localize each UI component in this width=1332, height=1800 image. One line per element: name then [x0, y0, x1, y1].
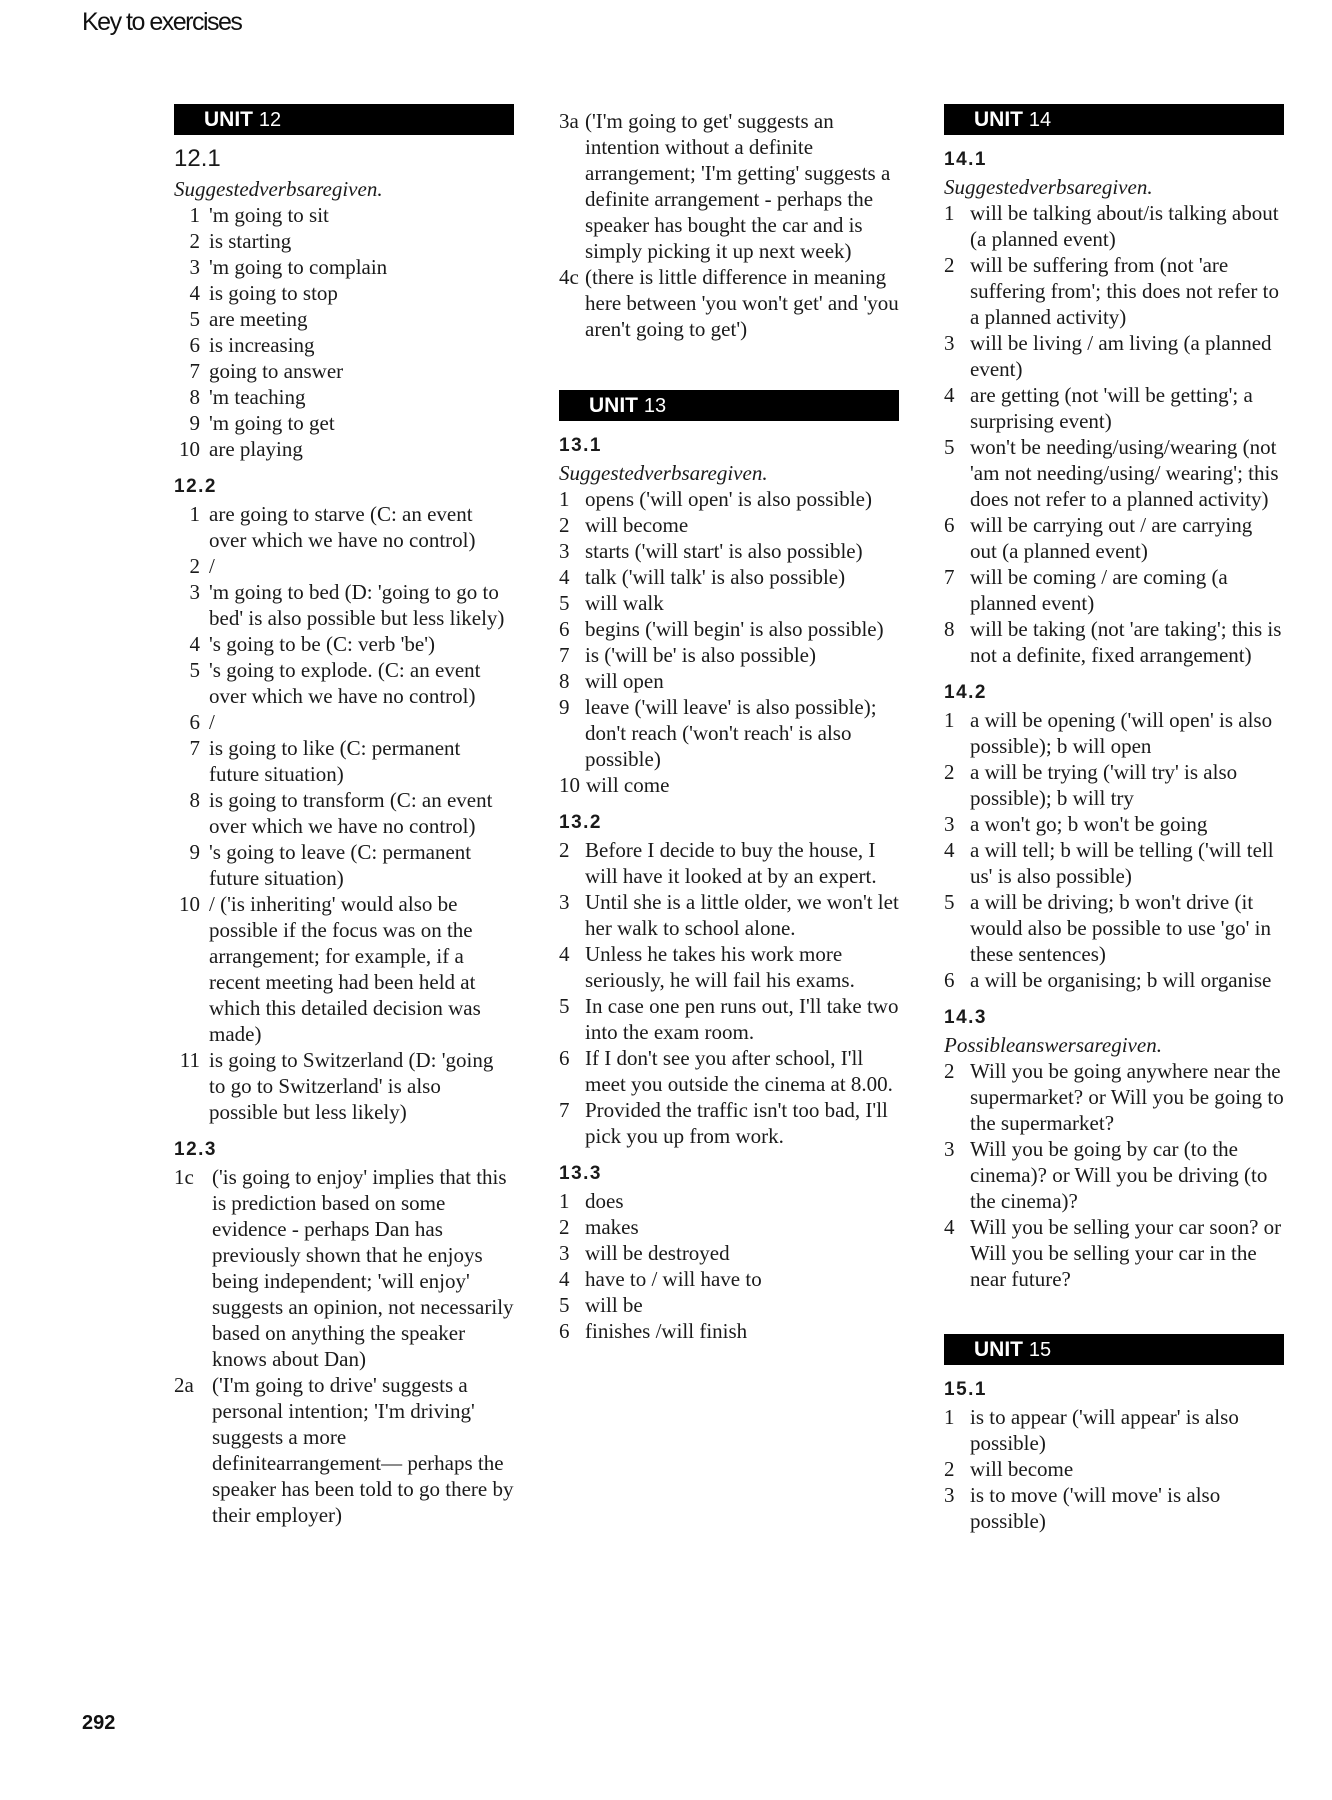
section-heading: 14.3	[944, 1007, 987, 1028]
answer-text: a will be driving; b won't drive (it would also be possible to use 'go' in these sentences)	[970, 890, 1271, 966]
answer-text: begins ('will begin' is also possible)	[585, 617, 884, 641]
answer-text: ('is going to enjoy' implies that this is prediction based on some evidence - perhaps Dan has previously shown that he enjoys being independent; 'will enjoy' suggests an opinion, not necessarily based on anything the speaker knows about Dan)	[212, 1165, 514, 1371]
answer-number: 7	[189, 359, 200, 383]
section-heading: 14.2	[944, 682, 987, 703]
answer-number: 8	[944, 617, 955, 641]
answer-item	[559, 264, 899, 342]
answer-item	[174, 306, 514, 332]
unit-heading-14	[944, 104, 1284, 135]
answer-item	[559, 1292, 899, 1318]
answer-list	[944, 1058, 1284, 1292]
answer-number: 8	[559, 669, 570, 693]
answer-text: If I don't see you after school, I'll meet you outside the cinema at 8.00.	[585, 1046, 893, 1096]
answer-item	[944, 434, 1284, 512]
answer-list	[559, 486, 899, 798]
instruction-note: Suggestedverbsaregiven.	[174, 177, 383, 201]
unit-label: UNIT	[974, 108, 1023, 131]
answer-text: will be living / am living (a planned event)	[970, 331, 1272, 381]
answer-number: 1c	[174, 1165, 194, 1189]
answer-number: 6	[189, 710, 200, 734]
answer-text: Will you be selling your car soon? or Will you be selling your car in the near future?	[970, 1215, 1282, 1291]
answer-item	[174, 1372, 514, 1528]
answer-text: a will be organising; b will organise	[970, 968, 1272, 992]
instruction-note: Suggestedverbsaregiven.	[944, 175, 1153, 199]
answer-number: 10	[179, 437, 200, 461]
answer-text: /	[209, 710, 215, 734]
answer-number: 2	[559, 838, 570, 862]
unit-number: 15	[1028, 1339, 1052, 1361]
answer-text: is to move ('will move' is also possible)	[970, 1483, 1221, 1533]
answer-text: is increasing	[209, 333, 315, 357]
answer-item	[944, 512, 1284, 564]
answer-number: 3	[944, 331, 955, 355]
answer-text: ('I'm going to get' suggests an intention without a definite arrangement; 'I'm getting' suggests a definite arrangement - perhaps the speaker has bought the car and is simply picking it up next week)	[585, 109, 891, 263]
answer-item	[559, 993, 899, 1045]
answer-number: 3a	[559, 109, 579, 133]
answer-number: 4	[189, 632, 200, 656]
unit-heading-12	[174, 104, 514, 135]
answer-item	[559, 1188, 899, 1214]
answer-number: 5	[559, 1293, 570, 1317]
answer-number: 7	[189, 736, 200, 760]
answer-item	[559, 694, 899, 772]
answer-list	[174, 501, 514, 1125]
answer-number: 4	[189, 281, 200, 305]
answer-list	[944, 1404, 1284, 1534]
section-heading: 13.3	[559, 1163, 602, 1184]
answer-text: will open	[585, 669, 664, 693]
answer-item	[174, 709, 514, 735]
answer-number: 5	[189, 658, 200, 682]
answer-number: 2	[944, 1059, 955, 1083]
answer-item	[944, 1404, 1284, 1456]
answer-text: will become	[585, 513, 689, 537]
answer-item	[174, 1047, 514, 1125]
unit-number: 13	[643, 395, 667, 417]
unit-label: UNIT	[974, 1338, 1023, 1361]
answer-text: is going to like (C: permanent future situation)	[209, 736, 461, 786]
answer-item	[944, 616, 1284, 668]
answer-text: will be suffering from (not 'are suffering from'; this does not refer to a planned activity)	[970, 253, 1279, 329]
answer-number: 6	[559, 1046, 570, 1070]
answer-item	[944, 1136, 1284, 1214]
answer-number: 4	[559, 942, 570, 966]
answer-item	[944, 382, 1284, 434]
answer-number: 3	[559, 539, 570, 563]
answer-number: 1	[944, 1405, 955, 1429]
answer-item	[944, 759, 1284, 811]
answer-number: 2	[944, 1457, 955, 1481]
answer-text: a will be trying ('will try' is also possible); b will try	[970, 760, 1238, 810]
answer-list	[944, 707, 1284, 993]
answer-text: 'm going to sit	[209, 203, 329, 227]
answer-item	[174, 280, 514, 306]
answer-text: are going to starve (C: an event over which we have no control)	[209, 502, 476, 552]
answer-text: (there is little difference in meaning here between 'you won't get' and 'you aren't going to get')	[585, 265, 899, 341]
column-2	[559, 108, 899, 1344]
answer-item	[174, 254, 514, 280]
answer-item	[174, 228, 514, 254]
answer-item	[174, 384, 514, 410]
answer-number: 1	[189, 203, 200, 227]
answer-text: is starting	[209, 229, 292, 253]
answer-text: is ('will be' is also possible)	[585, 643, 816, 667]
answer-number: 3	[189, 255, 200, 279]
unit-label: UNIT	[204, 108, 253, 131]
column-3	[944, 104, 1284, 1534]
answer-item	[944, 1214, 1284, 1292]
unit-heading-15	[944, 1334, 1284, 1365]
answer-item	[559, 1318, 899, 1344]
answer-item	[944, 1456, 1284, 1482]
answer-number: 3	[944, 1483, 955, 1507]
answer-number: 9	[559, 695, 570, 719]
answer-number: 7	[559, 643, 570, 667]
answer-item	[559, 941, 899, 993]
answer-text: will become	[970, 1457, 1074, 1481]
answer-number: 4	[559, 1267, 570, 1291]
answer-text: will be destroyed	[585, 1241, 730, 1265]
section-heading: 14.1	[944, 149, 987, 170]
answer-item	[944, 330, 1284, 382]
answer-item	[174, 202, 514, 228]
answer-number: 2	[944, 253, 955, 277]
answer-text: 's going to explode. (C: an event over which we have no control)	[209, 658, 481, 708]
answer-number: 3	[189, 580, 200, 604]
answer-number: 2a	[174, 1373, 194, 1397]
answer-text: /	[209, 554, 215, 578]
answer-item	[559, 1045, 899, 1097]
answer-item	[944, 1482, 1284, 1534]
answer-text: makes	[585, 1215, 639, 1239]
answer-text: is to appear ('will appear' is also possible)	[970, 1405, 1239, 1455]
answer-number: 5	[559, 591, 570, 615]
page-header-title: Key to exercises	[82, 8, 242, 36]
answer-item	[559, 1240, 899, 1266]
answer-text: have to / will have to	[585, 1267, 762, 1291]
answer-text: Unless he takes his work more seriously, he will fail his exams.	[585, 942, 855, 992]
answer-number: 5	[189, 307, 200, 331]
answer-number: 2	[559, 1215, 570, 1239]
answer-number: 3	[559, 890, 570, 914]
answer-number: 6	[559, 617, 570, 641]
unit-number: 14	[1028, 109, 1052, 131]
answer-number: 8	[189, 385, 200, 409]
answer-item	[944, 200, 1284, 252]
answer-text: a won't go; b won't be going	[970, 812, 1208, 836]
instruction-note: Possibleanswersaregiven.	[944, 1033, 1162, 1057]
unit-label: UNIT	[589, 394, 638, 417]
answer-text: will be taking (not 'are taking'; this is not a definite, fixed arrangement)	[970, 617, 1282, 667]
section-heading: 15.1	[944, 1379, 987, 1400]
answer-number: 6	[944, 968, 955, 992]
answer-number: 7	[559, 1098, 570, 1122]
answer-item	[174, 553, 514, 579]
answer-item	[559, 486, 899, 512]
answer-text: 'm going to complain	[209, 255, 388, 279]
answer-number: 1	[944, 201, 955, 225]
answer-number: 3	[944, 1137, 955, 1161]
answer-text: is going to transform (C: an event over which we have no control)	[209, 788, 493, 838]
answer-number: 5	[944, 435, 955, 459]
answer-text: 's going to leave (C: permanent future situation)	[209, 840, 472, 890]
answer-number: 1	[189, 502, 200, 526]
answer-item	[174, 787, 514, 839]
answer-item	[559, 837, 899, 889]
answer-text: / ('is inheriting' would also be possible if the focus was on the arrangement; for example, if a recent meeting had been held at which this detailed decision was made)	[209, 892, 481, 1046]
answer-number: 10	[559, 773, 580, 797]
answer-number: 3	[559, 1241, 570, 1265]
answer-item	[174, 358, 514, 384]
answer-number: 1	[559, 1189, 570, 1213]
answer-text: going to answer	[209, 359, 344, 383]
answer-number: 4	[944, 838, 955, 862]
answer-item	[559, 512, 899, 538]
answer-item	[559, 889, 899, 941]
answer-number: 4c	[559, 265, 579, 289]
answer-item	[559, 1266, 899, 1292]
answer-item	[944, 1058, 1284, 1136]
answer-item	[174, 501, 514, 553]
answer-number: 7	[944, 565, 955, 589]
answer-item	[174, 891, 514, 1047]
unit-number: 12	[258, 109, 282, 131]
column-1	[174, 104, 514, 1528]
answer-text: won't be needing/using/wearing (not 'am not needing/using/ wearing'; this does not refer to a planned activity)	[970, 435, 1279, 511]
answer-item	[174, 631, 514, 657]
answer-number: 10	[179, 892, 200, 916]
answer-item	[944, 252, 1284, 330]
answer-item	[944, 564, 1284, 616]
answer-item	[559, 668, 899, 694]
answer-text: finishes /will finish	[585, 1319, 748, 1343]
answer-item	[559, 772, 899, 798]
answer-text: In case one pen runs out, I'll take two into the exam room.	[585, 994, 899, 1044]
answer-item	[174, 332, 514, 358]
answer-list	[174, 1164, 514, 1528]
answer-number: 2	[189, 229, 200, 253]
answer-item	[174, 735, 514, 787]
answer-text: will be carrying out / are carrying out (a planned event)	[970, 513, 1253, 563]
answer-text: 'm going to bed (D: 'going to go to bed' is also possible but less likely)	[209, 580, 505, 630]
answer-number: 5	[559, 994, 570, 1018]
answer-text: leave ('will leave' is also possible); don't reach ('won't reach' is also possible)	[585, 695, 877, 771]
answer-number: 4	[944, 1215, 955, 1239]
answer-text: a will be opening ('will open' is also possible); b will open	[970, 708, 1273, 758]
answer-number: 2	[189, 554, 200, 578]
answer-list	[174, 202, 514, 462]
section-heading: 13.1	[559, 435, 602, 456]
answer-item	[174, 839, 514, 891]
answer-text: starts ('will start' is also possible)	[585, 539, 863, 563]
answer-item	[944, 811, 1284, 837]
answer-item	[174, 436, 514, 462]
answer-text: are getting (not 'will be getting'; a surprising event)	[970, 383, 1253, 433]
answer-text: is going to Switzerland (D: 'going to go to Switzerland' is also possible but less likely)	[209, 1048, 494, 1124]
answer-text: talk ('will talk' is also possible)	[585, 565, 846, 589]
answer-list	[559, 108, 899, 342]
answer-text: are playing	[209, 437, 303, 461]
section-heading: 12.1	[174, 145, 221, 172]
answer-item	[559, 108, 899, 264]
answer-item	[559, 616, 899, 642]
answer-text: will walk	[585, 591, 664, 615]
answer-text: Will you be going by car (to the cinema)? or Will you be driving (to the cinema)?	[970, 1137, 1268, 1213]
answer-number: 9	[189, 840, 200, 864]
answer-number: 3	[944, 812, 955, 836]
answer-number: 6	[944, 513, 955, 537]
answer-text: is going to stop	[209, 281, 338, 305]
section-heading: 12.3	[174, 1139, 217, 1160]
answer-number: 6	[189, 333, 200, 357]
answer-item	[944, 837, 1284, 889]
answer-number: 1	[559, 487, 570, 511]
answer-number: 6	[559, 1319, 570, 1343]
answer-number: 9	[189, 411, 200, 435]
answer-text: 'm teaching	[209, 385, 306, 409]
answer-item	[944, 707, 1284, 759]
answer-item	[944, 889, 1284, 967]
answer-item	[944, 967, 1284, 993]
answer-list	[559, 837, 899, 1149]
answer-text: will be talking about/is talking about (a planned event)	[970, 201, 1279, 251]
answer-item	[174, 410, 514, 436]
answer-item	[559, 538, 899, 564]
answer-item	[559, 1097, 899, 1149]
answer-item	[174, 579, 514, 631]
answer-text: are meeting	[209, 307, 308, 331]
answer-item	[559, 642, 899, 668]
answer-number: 5	[944, 890, 955, 914]
answer-item	[559, 590, 899, 616]
section-heading: 12.2	[174, 476, 217, 497]
answer-text: will be coming / are coming (a planned event)	[970, 565, 1228, 615]
answer-text: does	[585, 1189, 624, 1213]
answer-list	[944, 200, 1284, 668]
answer-number: 8	[189, 788, 200, 812]
answer-item	[174, 657, 514, 709]
answer-text: Before I decide to buy the house, I will have it looked at by an expert.	[585, 838, 877, 888]
answer-number: 11	[179, 1048, 200, 1072]
answer-item	[174, 1164, 514, 1372]
answer-number: 4	[559, 565, 570, 589]
answer-text: 's going to be (C: verb 'be')	[209, 632, 435, 656]
answer-text: opens ('will open' is also possible)	[585, 487, 872, 511]
answer-item	[559, 1214, 899, 1240]
page-number: 292	[82, 1712, 116, 1734]
instruction-note: Suggestedverbsaregiven.	[559, 461, 768, 485]
answer-item	[559, 564, 899, 590]
answer-number: 2	[944, 760, 955, 784]
answer-text: Until she is a little older, we won't let her walk to school alone.	[585, 890, 899, 940]
answer-list	[559, 1188, 899, 1344]
answer-text: will be	[585, 1293, 643, 1317]
answer-text: 'm going to get	[209, 411, 335, 435]
answer-text: ('I'm going to drive' suggests a personal intention; 'I'm driving' suggests a more definitearrangement— perhaps the speaker has been told to go there by their employer)	[212, 1373, 514, 1527]
answer-number: 2	[559, 513, 570, 537]
answer-number: 1	[944, 708, 955, 732]
answer-text: a will tell; b will be telling ('will tell us' is also possible)	[970, 838, 1274, 888]
unit-heading-13	[559, 390, 899, 421]
answer-text: will come	[586, 773, 670, 797]
answer-number: 4	[944, 383, 955, 407]
section-heading: 13.2	[559, 812, 602, 833]
answer-text: Provided the traffic isn't too bad, I'll pick you up from work.	[585, 1098, 888, 1148]
answer-text: Will you be going anywhere near the supermarket? or Will you be going to the supermarket?	[970, 1059, 1284, 1135]
